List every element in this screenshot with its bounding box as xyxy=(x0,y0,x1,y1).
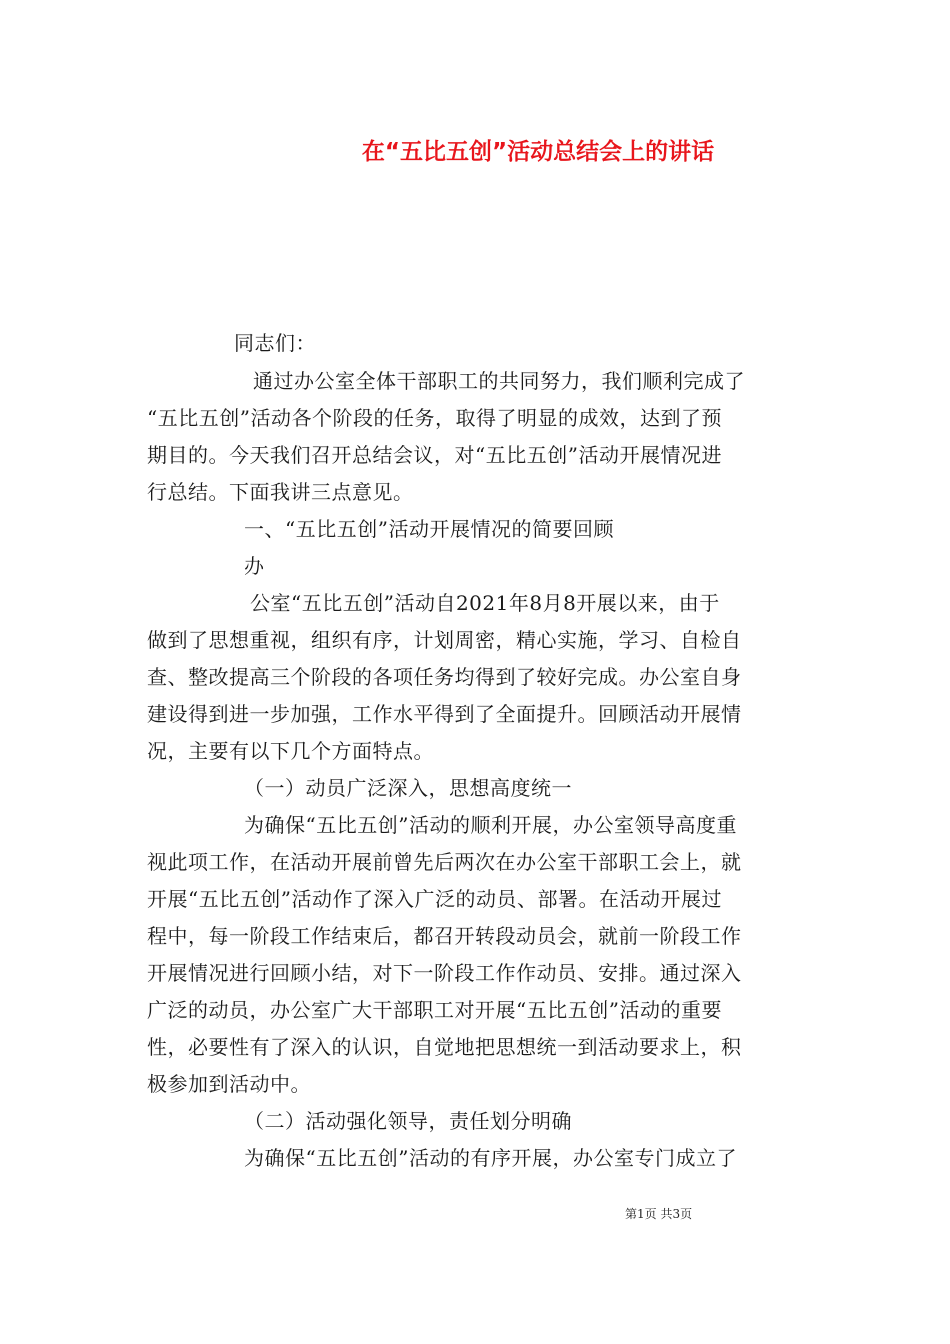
body-line: 况，主要有以下几个方面特点。 xyxy=(147,739,434,763)
body-line: 建设得到进一步加强，工作水平得到了全面提升。回顾活动开展情 xyxy=(147,702,742,726)
body-line: 查、整改提高三个阶段的各项任务均得到了较好完成。办公室自身 xyxy=(147,665,742,689)
body-line: “五比五创”活动各个阶段的任务，取得了明显的成效，达到了预 xyxy=(147,406,722,430)
body-line: 极参加到活动中。 xyxy=(147,1072,311,1096)
body-line: 视此项工作，在活动开展前曾先后两次在办公室干部职工会上，就 xyxy=(147,850,742,874)
subsection-heading-1: （一）动员广泛深入，思想高度统一 xyxy=(244,776,572,800)
body-line: 性，必要性有了深入的认识，自觉地把思想统一到活动要求上，积 xyxy=(147,1035,742,1059)
body-line: 通过办公室全体干部职工的共同努力，我们顺利完成了 xyxy=(253,369,745,393)
body-line: 为确保“五比五创”活动的顺利开展，办公室领导高度重 xyxy=(244,813,737,837)
body-line: 程中，每一阶段工作结束后，都召开转段动员会，就前一阶段工作 xyxy=(147,924,742,948)
document-title: 在“五比五创”活动总结会上的讲话 xyxy=(361,139,715,165)
body-line: 办 xyxy=(244,554,265,578)
body-line: 行总结。下面我讲三点意见。 xyxy=(147,480,414,504)
salutation: 同志们： xyxy=(234,331,316,355)
section-heading-1: 一、“五比五创”活动开展情况的简要回顾 xyxy=(244,517,614,541)
body-line: 期目的。今天我们召开总结会议，对“五比五创”活动开展情况进 xyxy=(147,443,722,467)
page-number: 第1页 共3页 xyxy=(625,1207,693,1221)
subsection-heading-2: （二）活动强化领导，责任划分明确 xyxy=(244,1109,572,1133)
body-line: 为确保“五比五创”活动的有序开展，办公室专门成立了 xyxy=(244,1146,737,1170)
body-line: 开展情况进行回顾小结，对下一阶段工作作动员、安排。通过深入 xyxy=(147,961,742,985)
body-line: 做到了思想重视，组织有序，计划周密，精心实施，学习、自检自 xyxy=(147,628,742,652)
body-line: 开展“五比五创”活动作了深入广泛的动员、部署。在活动开展过 xyxy=(147,887,722,911)
body-line: 公室“五比五创”活动自2021年8月8开展以来，由于 xyxy=(250,591,720,615)
body-line: 广泛的动员，办公室广大干部职工对开展“五比五创”活动的重要 xyxy=(147,998,722,1022)
